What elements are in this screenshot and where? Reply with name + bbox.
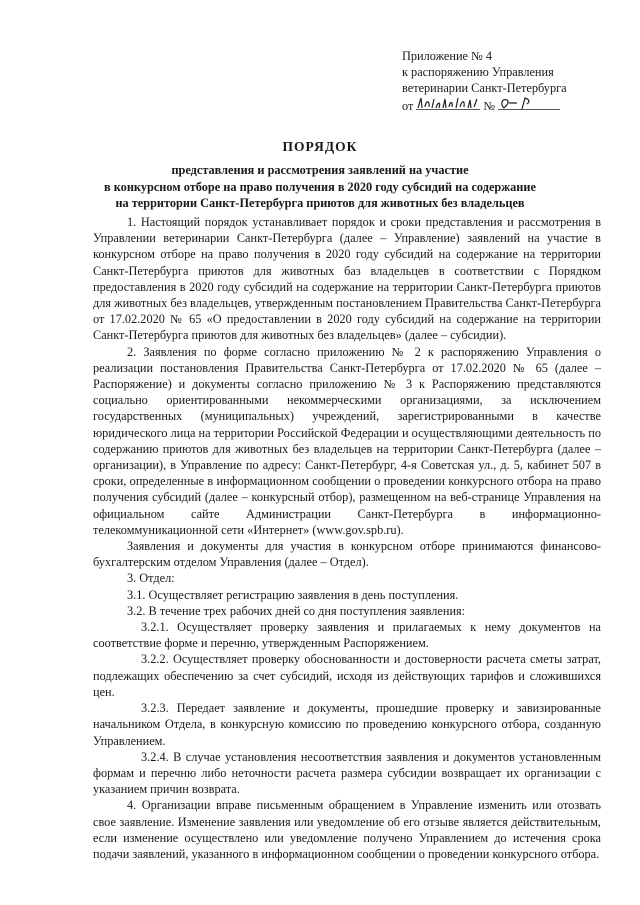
title-block xyxy=(60,138,580,212)
appendix-line-3: ветеринарии Санкт-Петербурга xyxy=(402,81,567,95)
paragraph-3-2-1: 3.2.1. Осуществляет проверку заявления и прилагаемых к нему документов на соответствие форме и перечню, утвержденным Распоряжением. xyxy=(93,620,601,651)
paragraph-2-note: Заявления и документы для участия в конкурсном отборе принимаются финансово-бухгалтерским отделом Управления (далее – Отдел). xyxy=(93,539,601,570)
paragraph-3-2: 3.2. В течение трех рабочих дней со дня поступления заявления: xyxy=(127,603,466,618)
subtitle-line-3: на территории Санкт-Петербурга приютов для животных без владельцев xyxy=(115,196,525,210)
paragraph-4: 4. Организации вправе письменным обращением в Управление изменить или отозвать свое заявление. Изменение заявления или уведомление об его отзыве является действительным, если изменение осуществлено или уведомление получено Управлением до истечения срока подачи заявлений, указанного в информационном сообщении о проведении конкурсного отбора. xyxy=(93,798,601,861)
paragraph-1: 1. Настоящий порядок устанавливает порядок и сроки представления и рассмотрения в Управлении ветеринарии Санкт-Петербурга (далее – Управление) заявлений на участие в конкурсном отборе на право получения в 2020 году субсидий на содержание на территории Санкт-Петербурга приютов для животных баз владельцев в соответствии с Порядком предоставления в 2020 году субсидий на содержание на территории Санкт-Петербурга приютов для животных без владельцев, утвержденным постановлением Правительства Санкт-Петербурга от 17.02.2020 № 65 «О предоставлении в 2020 году субсидий на содержание на территории Санкт-Петербурга приютов для животных без владельцев» (далее – субсидии). xyxy=(93,215,601,343)
date-number-line xyxy=(402,96,602,114)
appendix-line-1: Приложение № 4 xyxy=(402,49,493,63)
handwritten-number xyxy=(498,96,560,110)
document-body xyxy=(93,214,601,862)
appendix-line-2: к распоряжению Управления xyxy=(402,65,554,79)
subtitle-line-2: в конкурсном отборе на право получения в 2020 году субсидий на содержание xyxy=(104,179,536,194)
handwritten-date xyxy=(416,96,480,110)
subtitle-line-1: представления и рассмотрения заявлений на участие xyxy=(171,163,469,177)
paragraph-3-2-3: 3.2.3. Передает заявление и документы, прошедшие проверку и завизированные начальником Отдела, в конкурсную комиссию по проведению конкурсного отбора, созданную Управлением. xyxy=(93,701,601,748)
paragraph-3-1: 3.1. Осуществляет регистрацию заявления в день поступления. xyxy=(127,587,459,602)
date-prefix: от xyxy=(402,99,414,113)
paragraph-2: 2. Заявления по форме согласно приложению № 2 к распоряжению Управления о реализации постановления Правительства Санкт-Петербурга от 17.02.2020 № 65 (далее – Распоряжение) и документы согласно приложению № 3 к Распоряжению представляются социально ориентированными некоммерческими организациями, за исключением государственных (муниципальных) учреждений, зарегистрированными в качестве юридического лица на территории Российской Федерации и осуществляющими деятельность по содержанию приютов для животных без владельцев на территории Санкт-Петербурга (далее – организации), в Управление по адресу: Санкт-Петербург, 4-я Советская ул., д. 5, кабинет 507 в сроки, определенные в информационном сообщении о проведении конкурсного отбора на право получения субсидий (далее – конкурсный отбор), размещенном на веб-странице Управления на официальном сайте Администрации Санкт-Петербурга в информационно-телекоммуникационной сети «Интернет» (www.gov.spb.ru). xyxy=(93,344,601,537)
paragraph-3: 3. Отдел: xyxy=(127,571,175,586)
number-prefix: № xyxy=(483,99,496,113)
paragraph-3-2-4: 3.2.4. В случае установления несоответствия заявления и документов установленным формам и перечню либо неточности расчета размера субсидии возвращает их организации с указанием причин возврата. xyxy=(93,749,601,797)
appendix-header xyxy=(402,48,602,114)
document-title: ПОРЯДОК xyxy=(282,139,358,154)
paragraph-3-2-2: 3.2.2. Осуществляет проверку обоснованности и достоверности расчета сметы затрат, подлежащих обеспечению за счет субсидий, исходя из действующих тарифов и сложившихся цен. xyxy=(93,652,601,699)
document-subtitle xyxy=(60,162,580,212)
